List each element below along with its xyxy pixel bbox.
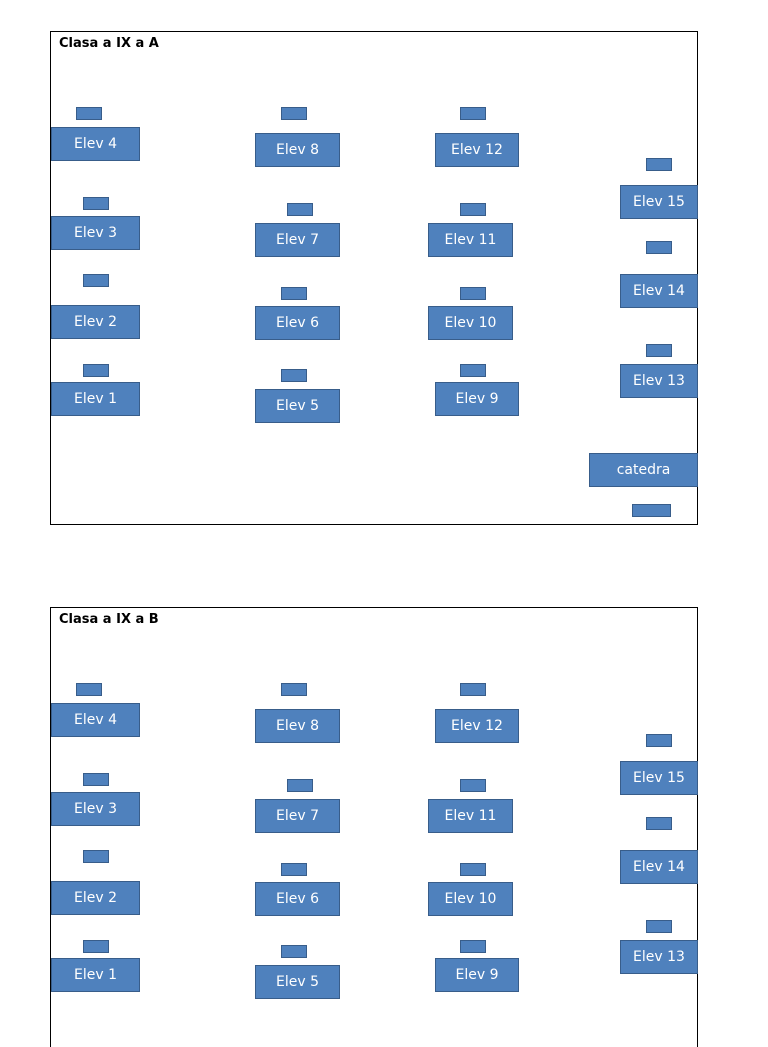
desk-a-elev-4: Elev 4 [51,127,140,161]
desk-a-elev-9: Elev 9 [435,382,519,416]
chair-b-8 [281,945,307,958]
room-title-b: Clasa a IX a B [59,612,159,627]
chair-b-14 [646,817,672,830]
desk-a-elev-1: Elev 1 [51,382,140,416]
desk-a-elev-13: Elev 13 [620,364,698,398]
chair-b-12 [460,940,486,953]
desk-a-catedra: catedra [589,453,698,487]
chair-b-7 [281,863,307,876]
chair-a-14 [646,241,672,254]
chair-b-15 [646,920,672,933]
chair-a-4 [83,364,109,377]
chair-a-2 [83,197,109,210]
desk-a-elev-2: Elev 2 [51,305,140,339]
chair-a-5 [281,107,307,120]
desk-a-elev-14: Elev 14 [620,274,698,308]
chair-a-10 [460,203,486,216]
chair-a-16 [632,504,671,517]
desk-b-elev-1: Elev 1 [51,958,140,992]
desk-b-elev-7: Elev 7 [255,799,340,833]
desk-b-elev-12: Elev 12 [435,709,519,743]
chair-a-11 [460,287,486,300]
desk-b-elev-4: Elev 4 [51,703,140,737]
desk-b-elev-9: Elev 9 [435,958,519,992]
desk-a-elev-7: Elev 7 [255,223,340,257]
desk-b-elev-10: Elev 10 [428,882,513,916]
chair-a-6 [287,203,313,216]
desk-a-elev-11: Elev 11 [428,223,513,257]
chair-b-6 [287,779,313,792]
desk-b-elev-2: Elev 2 [51,881,140,915]
desk-b-elev-8: Elev 8 [255,709,340,743]
classroom-b [50,607,698,1047]
chair-a-3 [83,274,109,287]
desk-b-elev-14: Elev 14 [620,850,698,884]
chair-b-3 [83,850,109,863]
desk-b-elev-5: Elev 5 [255,965,340,999]
chair-b-9 [460,683,486,696]
chair-b-10 [460,779,486,792]
desk-b-elev-3: Elev 3 [51,792,140,826]
desk-b-elev-6: Elev 6 [255,882,340,916]
chair-a-9 [460,107,486,120]
desk-a-elev-12: Elev 12 [435,133,519,167]
chair-b-5 [281,683,307,696]
desk-a-elev-6: Elev 6 [255,306,340,340]
chair-b-13 [646,734,672,747]
chair-a-8 [281,369,307,382]
desk-a-elev-5: Elev 5 [255,389,340,423]
chair-a-1 [76,107,102,120]
chair-b-4 [83,940,109,953]
chair-b-1 [76,683,102,696]
chair-a-15 [646,344,672,357]
desk-a-elev-3: Elev 3 [51,216,140,250]
desk-b-elev-15: Elev 15 [620,761,698,795]
classroom-a [50,31,698,525]
chair-a-12 [460,364,486,377]
chair-b-11 [460,863,486,876]
chair-a-13 [646,158,672,171]
desk-b-elev-11: Elev 11 [428,799,513,833]
chair-b-2 [83,773,109,786]
desk-a-elev-15: Elev 15 [620,185,698,219]
desk-b-elev-13: Elev 13 [620,940,698,974]
desk-a-elev-10: Elev 10 [428,306,513,340]
room-title-a: Clasa a IX a A [59,36,159,51]
desk-a-elev-8: Elev 8 [255,133,340,167]
chair-a-7 [281,287,307,300]
